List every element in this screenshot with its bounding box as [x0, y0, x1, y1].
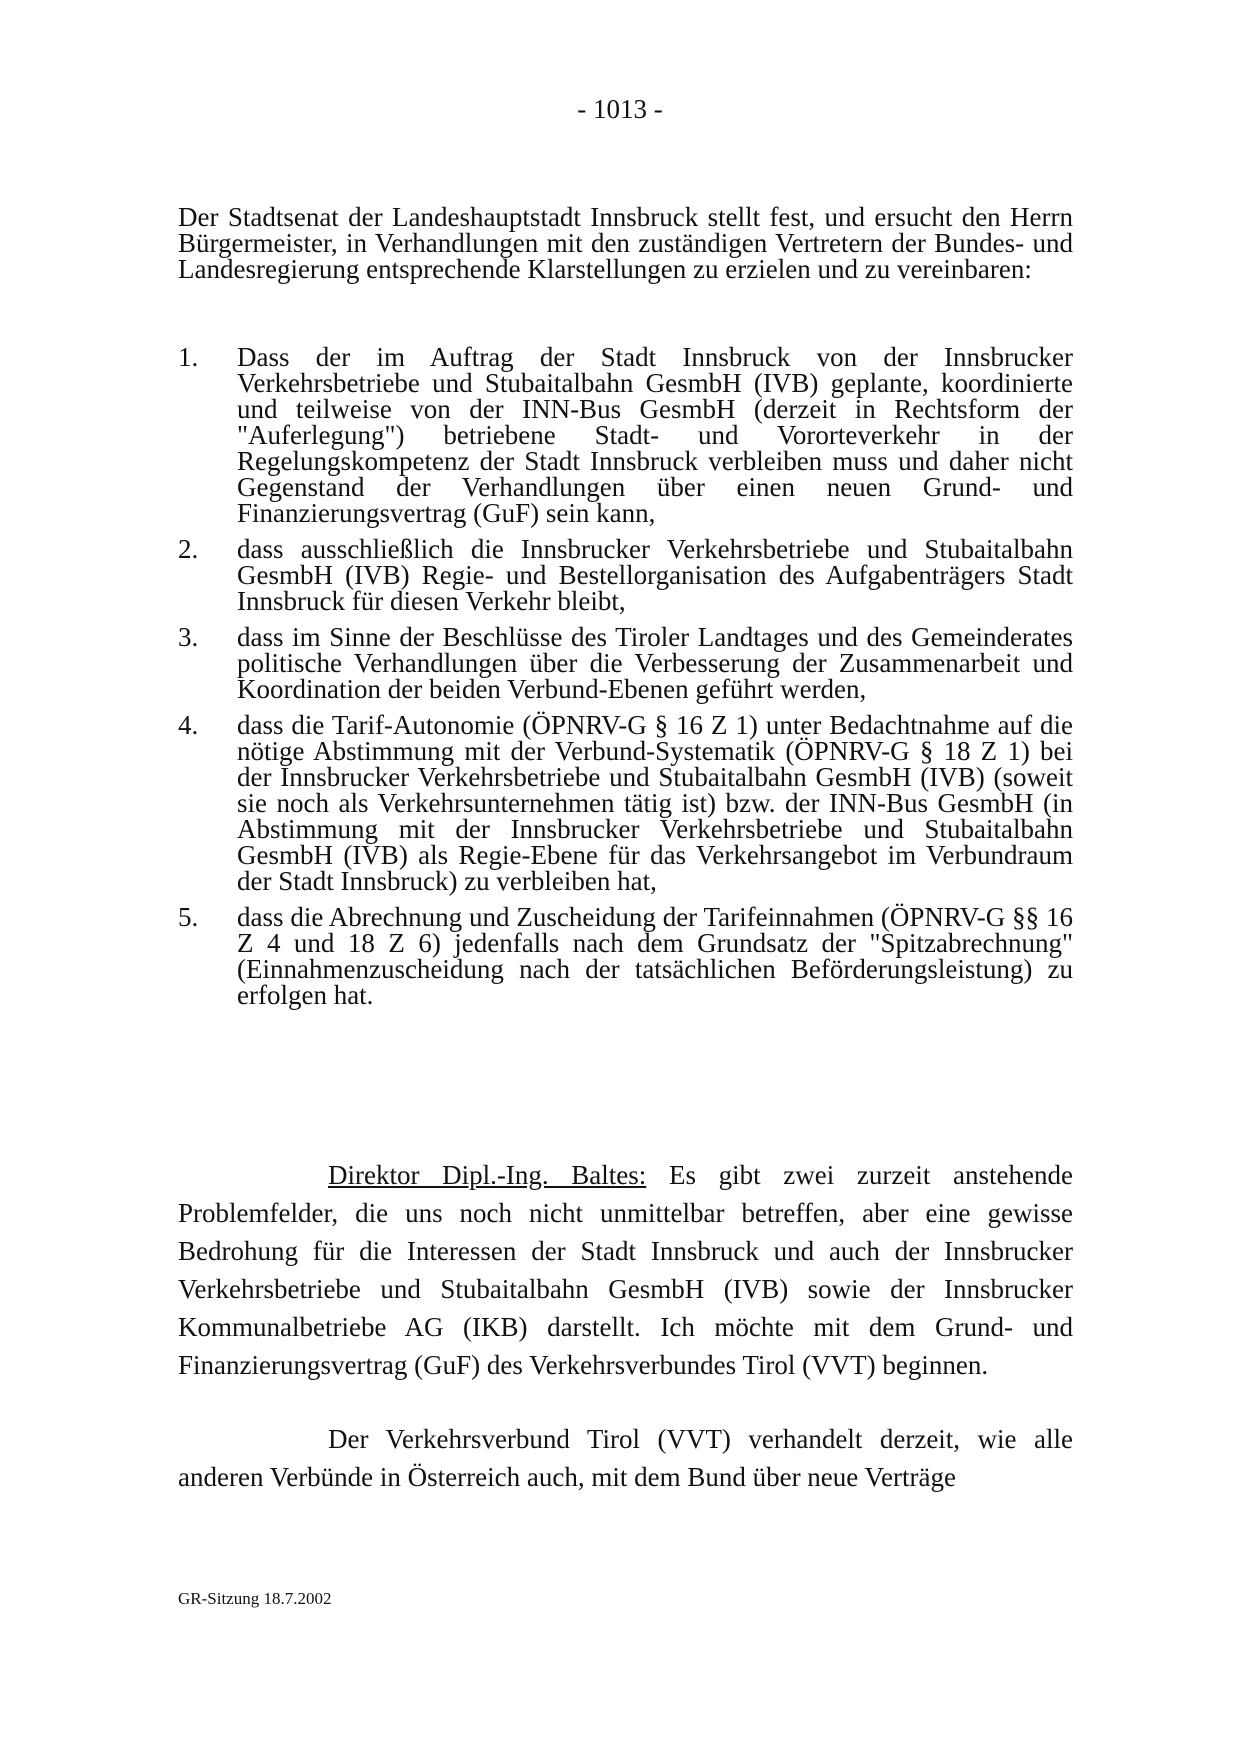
intro-paragraph: Der Stadtsenat der Landeshauptstadt Innsbruck stellt fest, und ersucht den Herrn Bürgermeister, in Verhandlungen mit den zuständigen Vertretern der Bundes- und Landesregierung entsprechende Klarstellungen zu erzielen und zu vereinbaren:	[178, 202, 1073, 284]
body-paragraph	[178, 1420, 1073, 1496]
list-item-number: 3.	[178, 622, 199, 652]
list-item-text: dass die Tarif-Autonomie (ÖPNRV-G § 16 Z 1) unter Bedachtnahme auf die nötige Abstimmung mit der Verbund-Systematik (ÖPNRV-G § 18 Z 1) bei der Innsbrucker Verkehrsbetriebe und Stubaitalbahn GesmbH (IVB) (soweit sie noch als Verkehrsunternehmen tätig ist) bzw. der INN-Bus GesmbH (in Abstimmung mit der Innsbrucker Verkehrsbetriebe und Stubaitalbahn GesmbH (IVB) als Regie-Ebene für das Verkehrsangebot im Verbundraum der Stadt Innsbruck) zu verbleiben hat,	[237, 710, 1073, 896]
footer-session-date: GR-Sitzung 18.7.2002	[178, 1589, 332, 1608]
list-item	[178, 904, 1073, 1008]
body-text: Der Verkehrsverbund Tirol (VVT) verhandelt derzeit, wie alle anderen Verbünde in Österreich auch, mit dem Bund über neue Verträge	[178, 1424, 1073, 1492]
list-item-text: dass die Abrechnung und Zuscheidung der Tarifeinnahmen (ÖPNRV-G §§ 16 Z 4 und 18 Z 6) jedenfalls nach dem Grundsatz der "Spitzabrechnung" (Einnahmenzuscheidung nach der tatsächlichen Beförderungsleistung) zu erfolgen hat.	[237, 902, 1073, 1010]
list-item-text: dass im Sinne der Beschlüsse des Tiroler Landtages und des Gemeinderates politische Verhandlungen über die Verbesserung der Zusammenarbeit und Koordination der beiden Verbund-Ebenen geführt werden,	[237, 622, 1073, 704]
speech-text: Es gibt zwei zurzeit anstehende Problemfelder, die uns noch nicht unmittelbar betreffen, aber eine gewisse Bedrohung für die Interessen der Stadt Innsbruck und auch der Innsbrucker Verkehrsbetriebe und Stubaitalbahn GesmbH (IVB) sowie der Innsbrucker Kommunalbetriebe AG (IKB) darstellt. Ich möchte mit dem Grund- und Finanzierungsvertrag (GuF) des Verkehrsverbundes Tirol (VVT) beginnen.	[178, 1160, 1073, 1380]
speaker-name: Direktor Dipl.-Ing. Baltes:	[328, 1160, 647, 1190]
list-item	[178, 712, 1073, 894]
numbered-list	[178, 344, 1073, 1018]
list-item	[178, 624, 1073, 702]
list-item-number: 5.	[178, 902, 199, 932]
list-item-number: 2.	[178, 534, 199, 564]
list-item	[178, 536, 1073, 614]
list-item	[178, 344, 1073, 526]
page-number: - 1013 -	[577, 94, 663, 124]
list-item-text: Dass der im Auftrag der Stadt Innsbruck von der Innsbrucker Verkehrsbetriebe und Stubaitalbahn GesmbH (IVB) geplante, koordinierte und teilweise von der INN-Bus GesmbH (derzeit in Rechtsform der "Auferlegung") betriebene Stadt- und Vororteverkehr in der Regelungskompetenz der Stadt Innsbruck verbleiben muss und daher nicht Gegenstand der Verhandlungen über einen neuen Grund- und Finanzierungsvertrag (GuF) sein kann,	[237, 342, 1073, 528]
list-item-text: dass ausschließlich die Innsbrucker Verkehrsbetriebe und Stubaitalbahn GesmbH (IVB) Regie- und Bestellorganisation des Aufgabenträgers Stadt Innsbruck für diesen Verkehr bleibt,	[237, 534, 1073, 616]
list-item-number: 1.	[178, 342, 199, 372]
speech-paragraph	[178, 1156, 1073, 1384]
list-item-number: 4.	[178, 710, 199, 740]
